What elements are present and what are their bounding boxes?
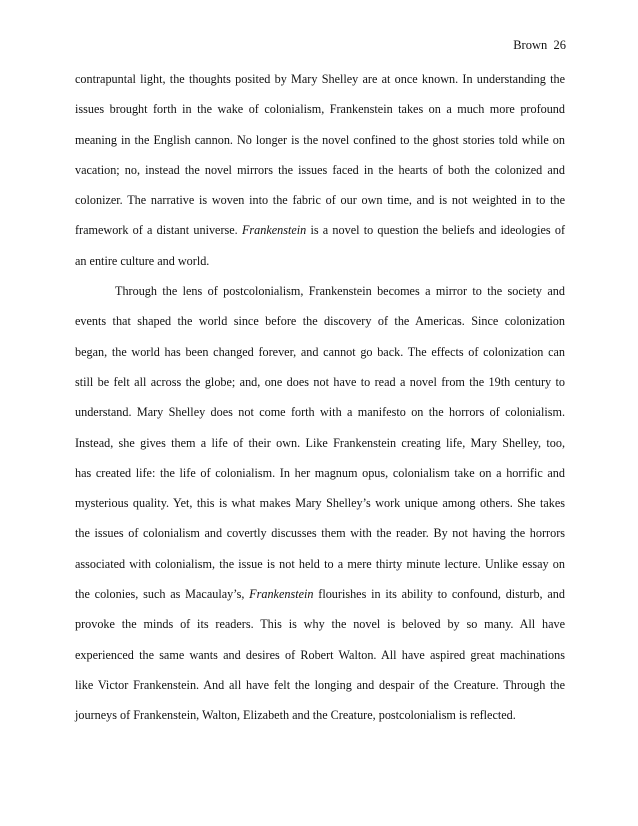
text-line: associated with colonialism, the issue is not held to a mere thirty minute lecture. Unlike essay on (75, 556, 565, 571)
text-line: experienced the same wants and desires of Robert Walton. All have aspired great machinations (75, 647, 565, 662)
text-line: mysterious quality. Yet, this is what makes Mary Shelley’s work unique among others. She takes (75, 496, 565, 511)
essay-body (75, 64, 565, 731)
text-line: has created life: the life of colonialism. In her magnum opus, colonialism take on a horrific and (75, 465, 565, 480)
text-segment: is a novel to question the beliefs and ideologies of (306, 223, 565, 238)
text-segment: the colonies, such as Macaulay’s, (75, 587, 250, 602)
running-head: Brown 26 (513, 38, 566, 52)
text-segment: flourishes in its ability to confound, disturb, and (313, 587, 565, 602)
text-line: contrapuntal light, the thoughts posited by Mary Shelley are at once known. In understanding the (75, 72, 565, 86)
text-line: understand. Mary Shelley does not come forth with a manifesto on the horrors of colonialism. (75, 405, 565, 420)
text-line: journeys of Frankenstein, Walton, Elizabeth and the Creature, postcolonialism is reflected. (75, 708, 516, 723)
text-line (75, 215, 565, 245)
text-line: meaning in the English cannon. No longer is the novel confined to the ghost stories told while on (75, 132, 565, 147)
text-line: still be felt all across the globe; and, one does not have to read a novel from the 19th century to (75, 374, 565, 389)
text-line: the issues of colonialism and covertly discusses them with the reader. By not having the horrors (75, 526, 565, 541)
text-line: provoke the minds of its readers. This is why the novel is beloved by so many. All have (75, 617, 565, 632)
text-line: like Victor Frankenstein. And all have felt the longing and despair of the Creature. Through the (75, 677, 565, 692)
book-title: Frankenstein (241, 223, 307, 238)
text-line (75, 579, 565, 609)
text-line: colonizer. The narrative is woven into the fabric of our own time, and is not weighted in to the (75, 193, 565, 208)
text-line: events that shaped the world since before the discovery of the Americas. Since colonization (75, 314, 565, 329)
text-line: Through the lens of postcolonialism, Frankenstein becomes a mirror to the society and (115, 284, 565, 299)
text-line: issues brought forth in the wake of colonialism, Frankenstein takes on a much more profound (75, 102, 565, 117)
text-line: began, the world has been changed forever, and cannot go back. The effects of colonization can (75, 344, 565, 359)
text-line: vacation; no, instead the novel mirrors the issues faced in the hearts of both the colonized and (75, 162, 565, 177)
text-line: an entire culture and world. (75, 253, 210, 268)
text-line: Instead, she gives them a life of their own. Like Frankenstein creating life, Mary Shelley, too, (75, 435, 565, 450)
book-title: Frankenstein (249, 587, 314, 602)
text-segment: framework of a distant universe. (75, 223, 242, 238)
